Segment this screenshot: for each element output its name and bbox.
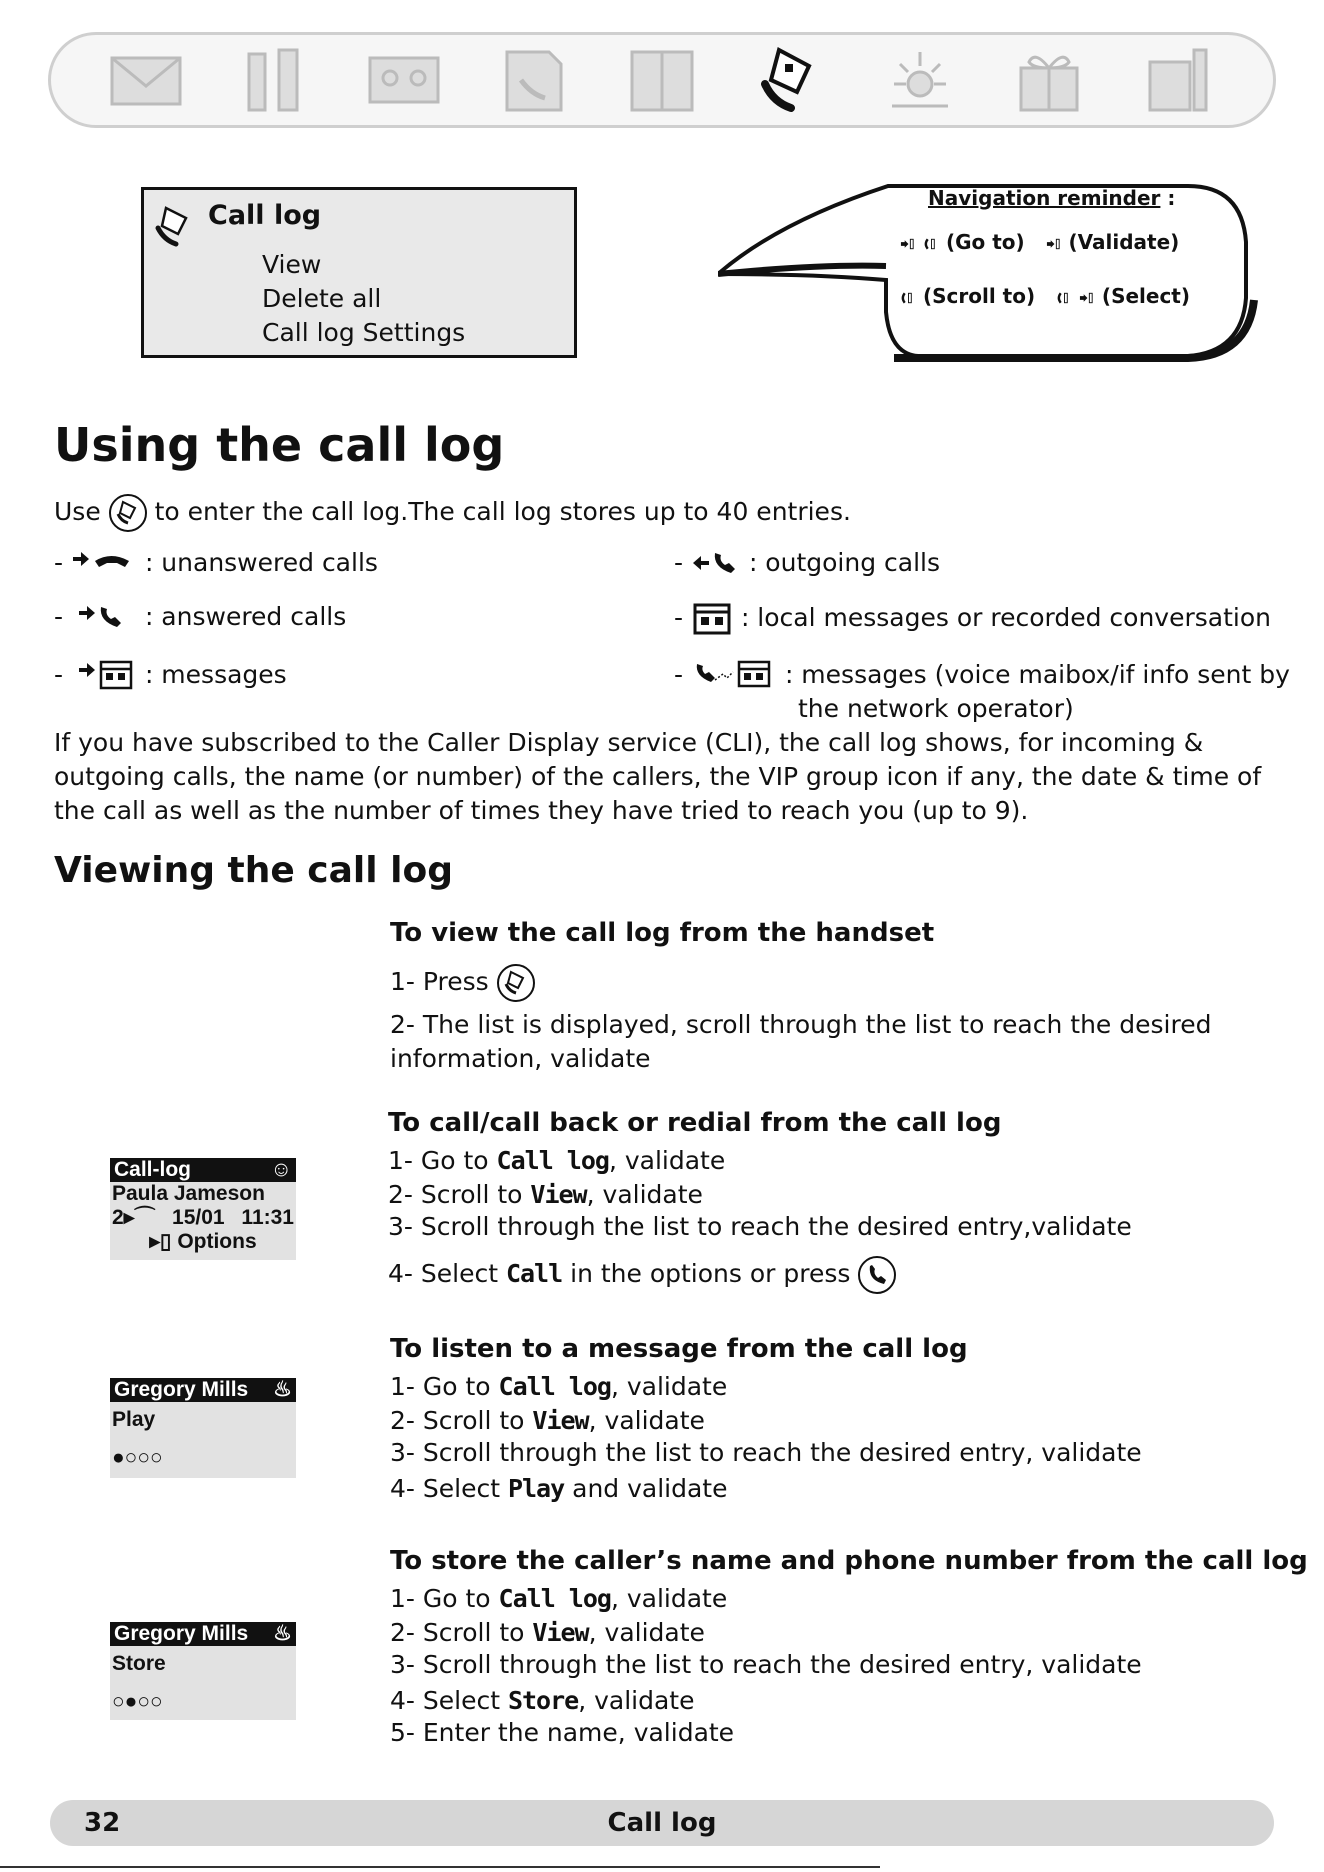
screen1-title: Call-log xyxy=(114,1158,191,1181)
screen3-action[interactable]: Store xyxy=(112,1652,166,1675)
listen-step-1 xyxy=(390,1372,727,1401)
view-step-2: 2- The list is displayed, scroll through the list to reach the desired xyxy=(390,1010,1212,1039)
store-step-2-post: , validate xyxy=(588,1618,705,1647)
handset-screen-play xyxy=(110,1378,296,1478)
handset-screen-call-log xyxy=(110,1158,296,1260)
view-step-1-text: 1- Press xyxy=(390,967,489,996)
store-step-1 xyxy=(390,1584,727,1613)
intro-use: Use xyxy=(54,497,101,526)
screen3-progress: ○●○○ xyxy=(112,1690,163,1713)
intro-line xyxy=(54,494,851,532)
view-step-2b: information, validate xyxy=(390,1044,651,1073)
call-log-icon xyxy=(741,40,841,120)
store-step-4 xyxy=(390,1686,695,1715)
call-step-2 xyxy=(388,1180,703,1209)
listen-step-2 xyxy=(390,1406,705,1435)
legend-voicemail xyxy=(674,660,1290,692)
call-log-icon xyxy=(152,204,196,248)
section-listen-title: To listen to a message from the call log xyxy=(390,1334,968,1364)
section-call-title: To call/call back or redial from the call log xyxy=(388,1108,1002,1138)
voicemail-icon xyxy=(691,660,777,692)
page-number: 32 xyxy=(84,1808,121,1838)
menu-title: Call log xyxy=(208,200,322,231)
store-step-4-pre: 4- Select xyxy=(390,1686,508,1715)
navigation-reminder-bubble xyxy=(718,182,1258,368)
menu-item-view[interactable]: View xyxy=(262,250,322,279)
view-step-1 xyxy=(390,964,535,1002)
bottom-rule xyxy=(0,1866,880,1868)
menu-icon-bar xyxy=(48,32,1276,128)
legend-dash: - xyxy=(54,660,64,689)
screen1-count: 2 xyxy=(112,1206,124,1229)
menu-item-delete-all[interactable]: Delete all xyxy=(262,284,382,313)
smiley-icon: ☺ xyxy=(270,1158,292,1181)
store-step-2-menu: View xyxy=(532,1618,589,1647)
store-step-2-pre: 2- Scroll to xyxy=(390,1618,533,1647)
scroll-key-icon xyxy=(1056,286,1072,310)
call-step-4-menu: Call xyxy=(505,1259,563,1288)
right-arrow-key-icon xyxy=(1046,232,1062,256)
call-step-2-post: , validate xyxy=(586,1180,703,1209)
scroll-key-icon xyxy=(900,286,916,310)
unanswered-call-icon: ▸⌒ xyxy=(123,1206,156,1229)
call-step-1-post: , validate xyxy=(608,1146,726,1175)
section-view-title: To view the call log from the handset xyxy=(390,918,935,948)
store-step-4-post: , validate xyxy=(578,1686,695,1715)
call-log-key-icon xyxy=(109,494,147,532)
screen1-date: 15/01 xyxy=(172,1206,225,1229)
cli-paragraph: If you have subscribed to the Caller Display service (CLI), the call log shows, for incoming & outgoing calls, the name (or number) of the callers, the VIP group icon if any, the date & time of the call as well as the number of times they have tried to reach you (up to 9). xyxy=(54,728,1262,825)
call-step-1 xyxy=(388,1146,725,1175)
right-arrow-key-icon xyxy=(1079,286,1095,310)
nav-validate: (Validate) xyxy=(1068,230,1180,254)
screen2-title: Gregory Mills xyxy=(114,1378,249,1401)
legend-dash: - xyxy=(674,548,684,577)
screen1-options[interactable]: Options xyxy=(177,1230,257,1253)
store-step-4-menu: Store xyxy=(507,1686,579,1715)
envelope-icon xyxy=(96,40,196,120)
phone-book-icon xyxy=(483,40,583,120)
cassette-icon xyxy=(354,40,454,120)
listen-step-4-post: and validate xyxy=(564,1474,728,1503)
screen2-action[interactable]: Play xyxy=(112,1408,156,1431)
call-step-1-menu: Call log xyxy=(496,1146,609,1175)
answered-call-icon xyxy=(71,603,137,633)
legend-outgoing-text: : outgoing calls xyxy=(748,548,941,577)
scroll-key-icon xyxy=(923,232,939,256)
book-icon xyxy=(612,40,712,120)
gift-icon xyxy=(999,40,1099,120)
legend-messages xyxy=(54,660,287,692)
menu-item-settings[interactable]: Call log Settings xyxy=(262,318,466,347)
legend-dash: - xyxy=(674,603,684,632)
listen-step-3: 3- Scroll through the list to reach the desired entry, validate xyxy=(390,1438,1142,1467)
legend-unanswered xyxy=(54,548,378,579)
legend-local xyxy=(674,602,1271,636)
legend-answered xyxy=(54,602,346,633)
screen1-name: Paula Jameson xyxy=(112,1182,265,1205)
phone-key-icon xyxy=(858,1256,896,1294)
viewing-title: Viewing the call log xyxy=(54,850,453,891)
legend-unanswered-text: : unanswered calls xyxy=(144,548,378,577)
right-arrow-key-icon xyxy=(900,232,916,256)
legend-answered-text: : answered calls xyxy=(144,602,347,631)
listen-step-2-post: , validate xyxy=(588,1406,705,1435)
listen-step-2-menu: View xyxy=(532,1406,589,1435)
store-step-2 xyxy=(390,1618,705,1647)
nav-go-to: (Go to) xyxy=(945,230,1025,254)
listen-step-2-pre: 2- Scroll to xyxy=(390,1406,533,1435)
legend-voicemail-text: : messages (voice maibox/if info sent by xyxy=(784,660,1290,689)
sun-clock-icon xyxy=(870,40,970,120)
store-step-5: 5- Enter the name, validate xyxy=(390,1718,735,1747)
call-log-menu xyxy=(141,187,577,358)
call-step-4-post: in the options or press xyxy=(562,1259,851,1288)
right-arrow-key-icon: ▸▯ xyxy=(149,1230,172,1253)
tools-icon xyxy=(225,40,325,120)
listen-step-4-menu: Play xyxy=(507,1474,565,1503)
nav-scroll-to: (Scroll to) xyxy=(922,284,1036,308)
handset-icon xyxy=(1128,40,1228,120)
unanswered-call-icon xyxy=(71,549,137,579)
screen2-progress: ●○○○ xyxy=(112,1446,163,1469)
call-step-1-pre: 1- Go to xyxy=(388,1146,497,1175)
nav-reminder-colon: : xyxy=(1167,186,1176,210)
outgoing-call-icon xyxy=(691,549,741,579)
message-icon xyxy=(71,660,137,692)
vip-icon: ♨ xyxy=(273,1378,292,1401)
legend-messages-text: : messages xyxy=(144,660,287,689)
section-store-title: To store the caller’s name and phone number from the call log xyxy=(390,1546,1308,1576)
vip-icon: ♨ xyxy=(273,1622,292,1645)
listen-step-1-pre: 1- Go to xyxy=(390,1372,499,1401)
local-message-icon xyxy=(691,602,733,636)
legend-dash: - xyxy=(674,660,684,689)
legend-dash: - xyxy=(54,602,64,631)
listen-step-4-pre: 4- Select xyxy=(390,1474,508,1503)
listen-step-1-menu: Call log xyxy=(498,1372,611,1401)
nav-reminder-title: Navigation reminder xyxy=(928,186,1161,210)
call-step-4 xyxy=(388,1256,896,1294)
nav-select: (Select) xyxy=(1101,284,1191,308)
page-footer xyxy=(50,1800,1274,1846)
call-step-3: 3- Scroll through the list to reach the desired entry,validate xyxy=(388,1212,1132,1241)
listen-step-4 xyxy=(390,1474,727,1503)
store-step-1-pre: 1- Go to xyxy=(390,1584,499,1613)
store-step-1-post: , validate xyxy=(610,1584,728,1613)
store-step-1-menu: Call log xyxy=(498,1584,611,1613)
screen1-time: 11:31 xyxy=(241,1206,294,1229)
page-title: Using the call log xyxy=(54,418,505,472)
legend-local-text: : local messages or recorded conversation xyxy=(740,603,1271,632)
legend-dash: - xyxy=(54,548,64,577)
screen3-title: Gregory Mills xyxy=(114,1622,249,1645)
handset-screen-store xyxy=(110,1622,296,1720)
call-step-2-menu: View xyxy=(530,1180,587,1209)
store-step-3: 3- Scroll through the list to reach the desired entry, validate xyxy=(390,1650,1142,1679)
footer-title: Call log xyxy=(607,1808,717,1838)
call-step-2-pre: 2- Scroll to xyxy=(388,1180,531,1209)
call-step-4-pre: 4- Select xyxy=(388,1259,506,1288)
call-log-key-icon xyxy=(497,964,535,1002)
intro-text: to enter the call log.The call log stores up to 40 entries. xyxy=(154,497,851,526)
legend-outgoing xyxy=(674,548,940,579)
legend-voicemail-line2: the network operator) xyxy=(798,694,1074,723)
listen-step-1-post: , validate xyxy=(610,1372,728,1401)
